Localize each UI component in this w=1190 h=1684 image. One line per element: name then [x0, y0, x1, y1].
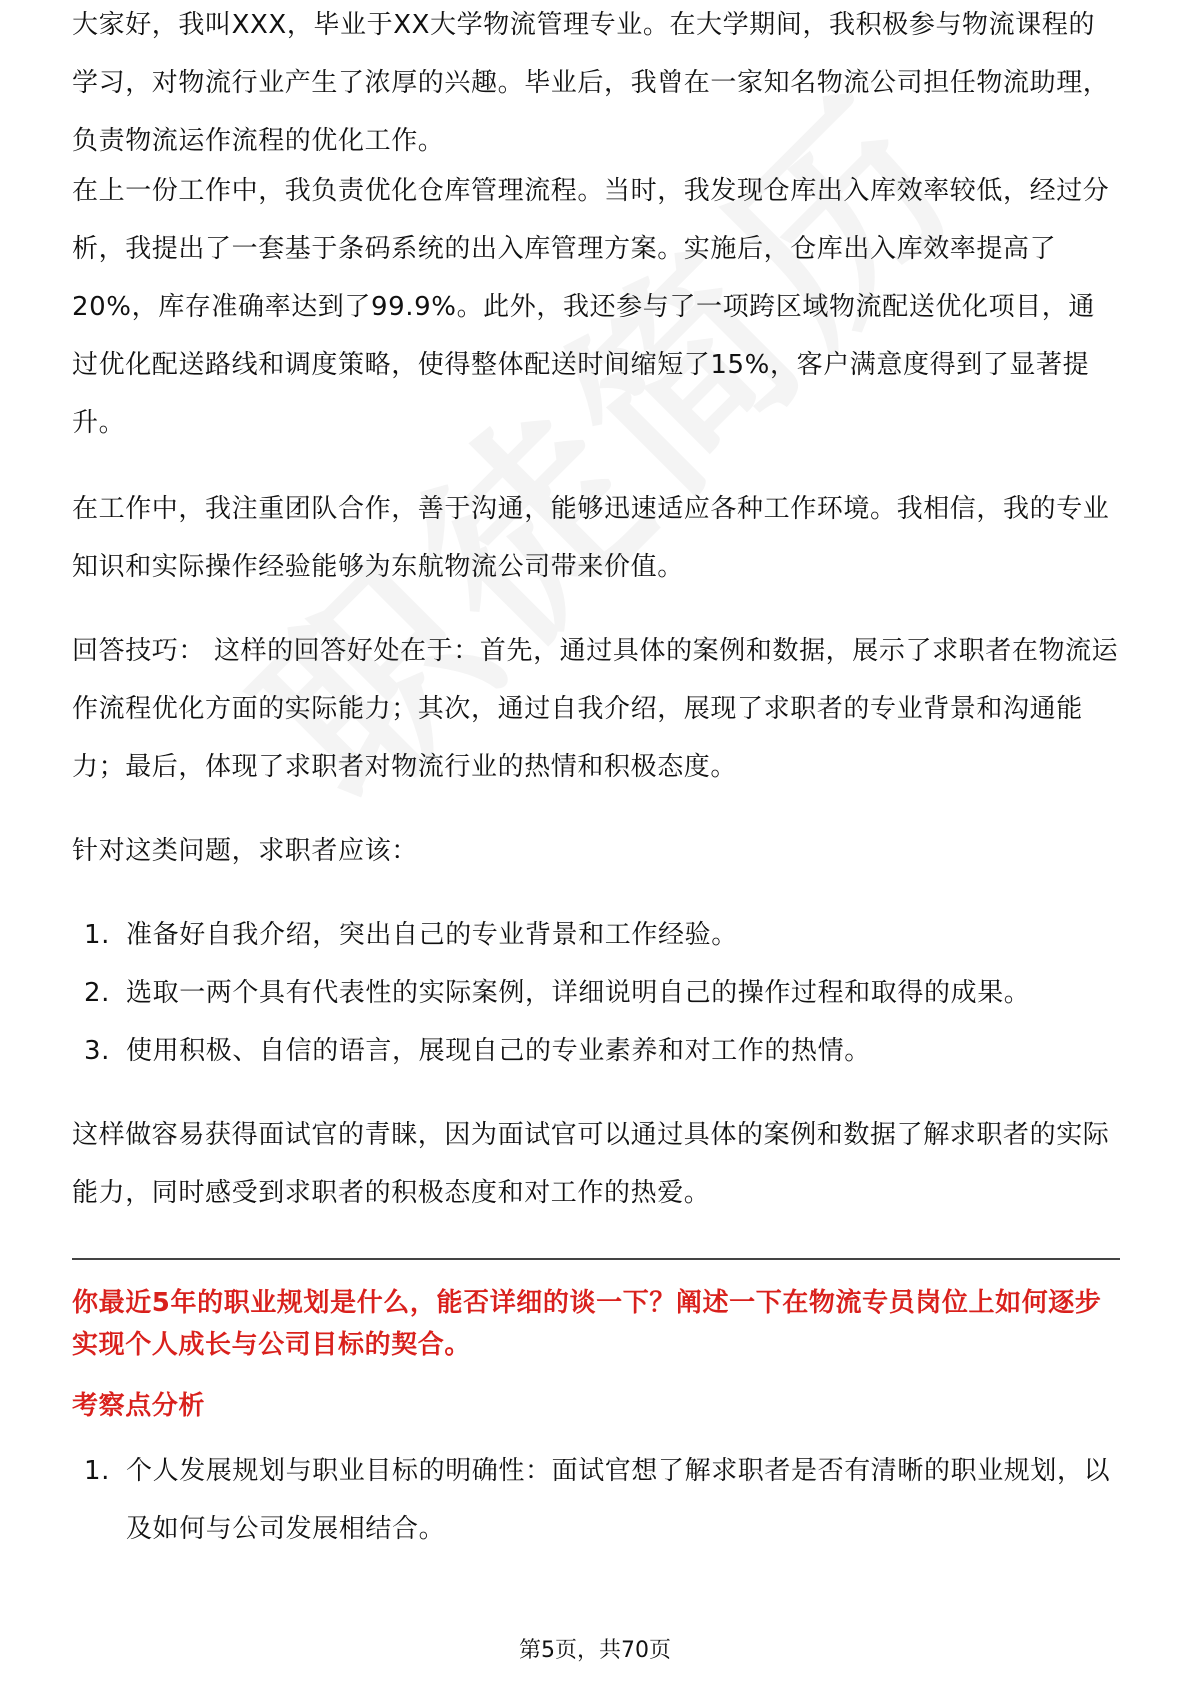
list-item-number: 3. [84, 1036, 111, 1066]
paragraph-answer-tips: 回答技巧： 这样的回答好处在于：首先，通过具体的案例和数据，展示了求职者在物流运作流程优化方面的实际能力；其次，通过自我介绍，展现了求职者的专业背景和沟通能力；最后，体现了求职者对物流行业的热情和积极态度。 [72, 636, 1119, 782]
list-item [72, 1442, 1120, 1558]
paragraph-experience: 在上一份工作中，我负责优化仓库管理流程。当时，我发现仓库出入库效率较低，经过分析，我提出了一套基于条码系统的出入库管理方案。实施后，仓库出入库效率提高了20%，库存准确率达到了99.9%。此外，我还参与了一项跨区域物流配送优化项目，通过优化配送路线和调度策略，使得整体配送时间缩短了15%，客户满意度得到了显著提升。 [72, 176, 1110, 438]
page-number: 第5页，共70页 [519, 1638, 671, 1663]
list-item-number: 1. [84, 920, 111, 950]
paragraph-teamwork: 在工作中，我注重团队合作，善于沟通，能够迅速适应各种工作环境。我相信，我的专业知识和实际操作经验能够为东航物流公司带来价值。 [72, 494, 1110, 582]
paragraph-advice-intro: 针对这类问题，求职者应该： [72, 836, 418, 866]
list-item-number: 1. [84, 1456, 111, 1486]
paragraph-closing: 这样做容易获得面试官的青睐，因为面试官可以通过具体的案例和数据了解求职者的实际能力，同时感受到求职者的积极态度和对工作的热爱。 [72, 1120, 1110, 1208]
advice-list [72, 906, 1120, 1080]
list-item-text: 使用积极、自信的语言，展现自己的专业素养和对工作的热情。 [126, 1036, 871, 1066]
analysis-heading: 考察点分析 [72, 1391, 206, 1421]
analysis-list [72, 1442, 1120, 1558]
list-item-text: 选取一两个具有代表性的实际案例，详细说明自己的操作过程和取得的成果。 [126, 978, 1031, 1008]
paragraph-intro: 大家好，我叫XXX，毕业于XX大学物流管理专业。在大学期间，我积极参与物流课程的学习，对物流行业产生了浓厚的兴趣。毕业后，我曾在一家知名物流公司担任物流助理，负责物流运作流程的优化工作。 [72, 10, 1110, 156]
paragraph-intro-clip [72, 10, 1120, 156]
list-item-text: 个人发展规划与职业目标的明确性：面试官想了解求职者是否有清晰的职业规划，以及如何与公司发展相结合。 [126, 1456, 1111, 1544]
content-area [72, 10, 1120, 1558]
list-item [72, 964, 1120, 1022]
list-item [72, 906, 1120, 964]
section-divider [72, 1258, 1120, 1260]
list-item-text: 准备好自我介绍，突出自己的专业背景和工作经验。 [126, 920, 738, 950]
list-item-number: 2. [84, 978, 111, 1008]
list-item [72, 1022, 1120, 1080]
question-heading: 你最近5年的职业规划是什么，能否详细的谈一下？阐述一下在物流专员岗位上如何逐步实现个人成长与公司目标的契合。 [72, 1288, 1102, 1360]
